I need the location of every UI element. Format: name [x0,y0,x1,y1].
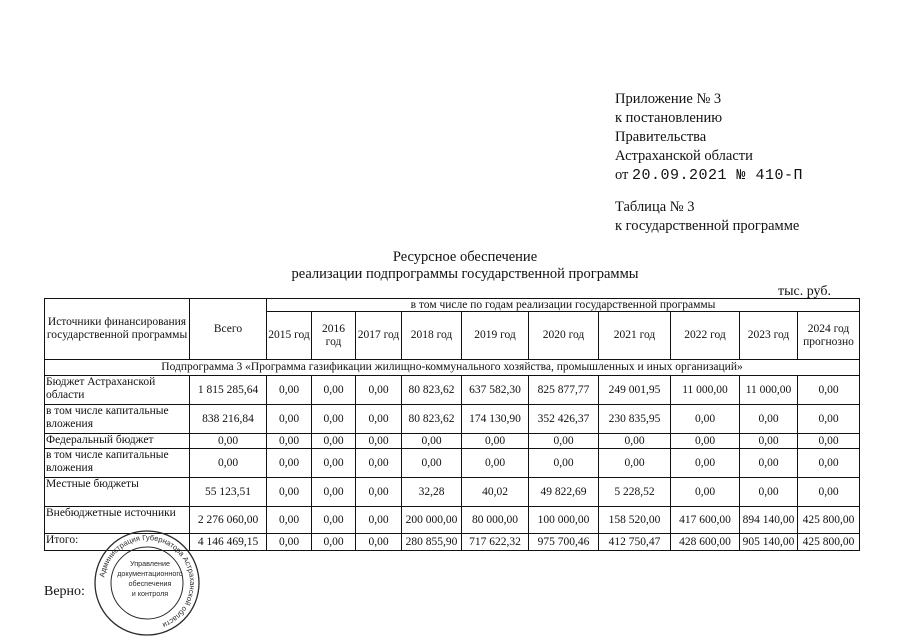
row-value: 0,00 [740,434,798,449]
stamp-ring-text: Администрация Губернатора Астраханской области [97,532,198,630]
subprogram-title: Подпрограмма 3 «Программа газификации жилищно-коммунального хозяйства, промышленных и иных организаций» [45,360,860,376]
annex-line-resolution: к постановлению [615,110,723,126]
annex-line-government: Правительства [615,129,707,145]
header-year: 2024 год прогнозно [798,312,860,360]
row-value: 0,00 [356,405,402,434]
row-value: 0,00 [671,405,740,434]
row-label: Бюджет Астраханской области [45,376,190,405]
header-year: 2018 год [402,312,462,360]
document-title [0,249,905,283]
table-row [45,478,860,507]
row-value: 5 228,52 [599,478,671,507]
row-value: 0,00 [267,534,312,551]
row-value: 0,00 [798,376,860,405]
row-value: 200 000,00 [402,507,462,534]
row-value: 428 600,00 [671,534,740,551]
row-value: 49 822,69 [529,478,599,507]
row-value: 0,00 [356,507,402,534]
resource-table [44,298,860,551]
official-stamp [84,530,210,636]
row-value: 0,00 [798,405,860,434]
header-year: 2023 год [740,312,798,360]
row-value: 717 622,32 [462,534,529,551]
header-year: 2016 год [312,312,356,360]
row-value: 249 001,95 [599,376,671,405]
row-label: в том числе капитальные вложения [45,449,190,478]
row-value: 0,00 [671,434,740,449]
row-value: 417 600,00 [671,507,740,534]
row-label: Внебюджетные источники [45,507,190,534]
row-value: 0,00 [740,478,798,507]
annex-program-ref: к государственной программе [615,218,800,234]
row-value: 80 000,00 [462,507,529,534]
row-value: 894 140,00 [740,507,798,534]
row-value: 0,00 [312,507,356,534]
row-value: 0,00 [267,434,312,449]
row-value: 0,00 [356,478,402,507]
row-value: 0,00 [356,434,402,449]
row-value: 352 426,37 [529,405,599,434]
stamp-center-line-3: обеспечения [128,579,172,588]
verno-label: Верно: [44,584,85,599]
row-total: 55 123,51 [190,478,267,507]
row-label: Федеральный бюджет [45,434,190,449]
row-value: 0,00 [798,434,860,449]
row-value: 975 700,46 [529,534,599,551]
title-line-1: Ресурсное обеспечение [392,249,538,265]
header-total: Всего [190,299,267,360]
header-years-group: в том числе по годам реализации государственной программы [267,299,860,312]
annex-table-ref: Таблица № 3 [615,199,695,215]
row-value: 0,00 [529,434,599,449]
row-value: 0,00 [402,449,462,478]
row-value: 637 582,30 [462,376,529,405]
table-row [45,376,860,405]
row-value: 825 877,77 [529,376,599,405]
annex-date-prefix: от [615,167,629,183]
header-year: 2017 год [356,312,402,360]
row-label: Местные бюджеты [45,478,190,507]
row-value: 230 835,95 [599,405,671,434]
header-year: 2015 год [267,312,312,360]
table-row [45,449,860,478]
row-value: 11 000,00 [671,376,740,405]
row-value: 0,00 [599,449,671,478]
row-label: в том числе капитальные вложения [45,405,190,434]
annex-line-region: Астраханской области [615,148,753,164]
row-value: 412 750,47 [599,534,671,551]
row-value: 0,00 [671,449,740,478]
row-value: 0,00 [267,449,312,478]
row-value: 0,00 [312,405,356,434]
row-total: 838 216,84 [190,405,267,434]
row-value: 425 800,00 [798,507,860,534]
header-year: 2021 год [599,312,671,360]
header-year: 2022 год [671,312,740,360]
title-line-2: реализации подпрограммы государственной программы [291,266,639,282]
row-value: 0,00 [599,434,671,449]
row-value: 0,00 [798,478,860,507]
row-value: 0,00 [462,449,529,478]
row-value: 32,28 [402,478,462,507]
row-value: 905 140,00 [740,534,798,551]
row-value: 174 130,90 [462,405,529,434]
row-value: 0,00 [462,434,529,449]
row-total: 2 276 060,00 [190,507,267,534]
row-value: 0,00 [312,534,356,551]
row-total: 0,00 [190,434,267,449]
stamp-center-line-4: и контроля [131,589,169,598]
row-value: 0,00 [356,376,402,405]
row-value: 0,00 [267,507,312,534]
row-value: 0,00 [529,449,599,478]
header-year: 2019 год [462,312,529,360]
annex-date-line [615,166,803,185]
row-value: 158 520,00 [599,507,671,534]
row-value: 0,00 [267,478,312,507]
row-value: 0,00 [267,405,312,434]
row-value: 0,00 [402,434,462,449]
row-value: 0,00 [312,449,356,478]
table-row [45,405,860,434]
row-label: Итого: [45,534,190,551]
table-row [45,434,860,449]
annex-date: 20.09.2021 № 410-П [632,167,804,184]
row-value: 0,00 [671,478,740,507]
row-value: 80 823,62 [402,405,462,434]
row-value: 11 000,00 [740,376,798,405]
row-value: 0,00 [267,376,312,405]
row-value: 0,00 [312,434,356,449]
row-value: 100 000,00 [529,507,599,534]
row-value: 0,00 [356,449,402,478]
row-value: 0,00 [798,449,860,478]
row-value: 425 800,00 [798,534,860,551]
annex-block [615,90,803,236]
row-value: 0,00 [740,405,798,434]
stamp-center-line-2: документационного [117,569,183,578]
row-value: 0,00 [312,478,356,507]
stamp-center-line-1: Управление [130,559,170,568]
row-total: 4 146 469,15 [190,534,267,551]
annex-line-appendix: Приложение № 3 [615,91,722,107]
row-value: 280 855,90 [402,534,462,551]
header-year: 2020 год [529,312,599,360]
row-value: 80 823,62 [402,376,462,405]
row-value: 40,02 [462,478,529,507]
row-value: 0,00 [740,449,798,478]
units-label: тыс. руб. [778,284,831,299]
row-total: 1 815 285,64 [190,376,267,405]
row-value: 0,00 [356,534,402,551]
row-value: 0,00 [312,376,356,405]
row-total: 0,00 [190,449,267,478]
header-source: Источники финансирования государственной программы [45,299,190,360]
